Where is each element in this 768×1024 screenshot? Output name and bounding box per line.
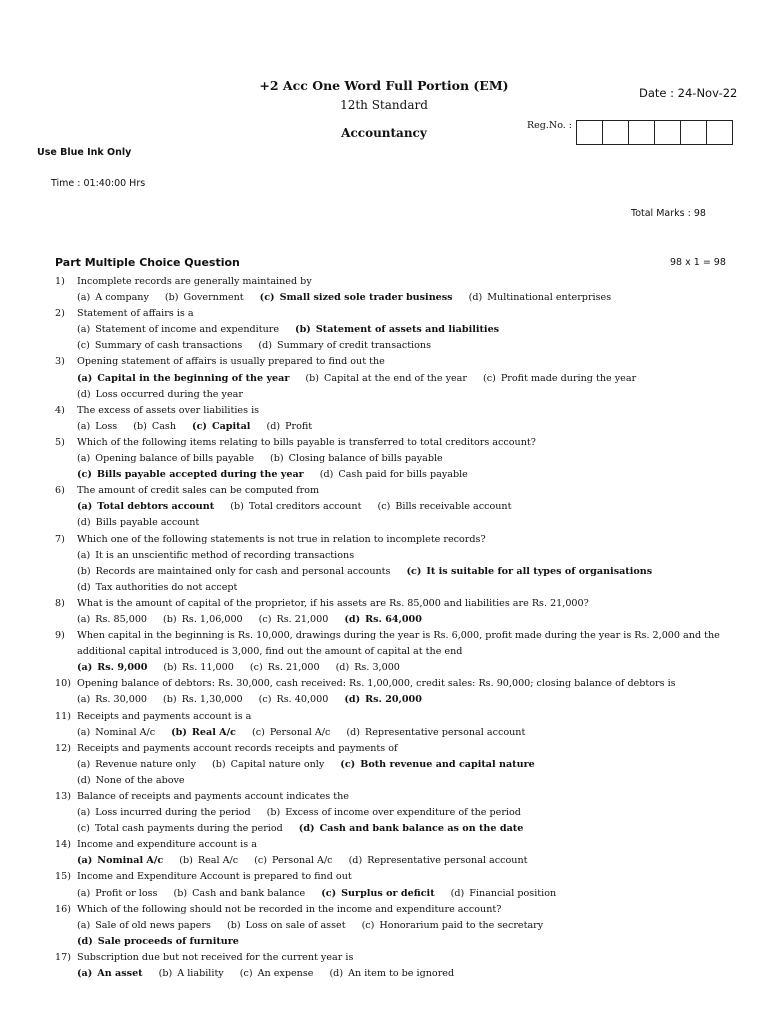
option-letter: (c) [239, 968, 253, 980]
reg-no-box [603, 121, 629, 144]
options-row [55, 371, 725, 387]
option-text: Total creditors account [248, 501, 362, 513]
option-text: Rs. 3,000 [354, 662, 400, 674]
question-number: 6) [55, 485, 65, 497]
option [77, 692, 147, 708]
question-number: 17) [55, 951, 71, 963]
option-letter: (d) [258, 340, 272, 352]
option [483, 371, 636, 387]
option-letter: (a) [77, 694, 91, 706]
option-text: Loss [95, 420, 118, 432]
option-letter: (b) [158, 968, 173, 980]
option-letter: (c) [259, 292, 275, 304]
option [252, 725, 330, 741]
question-number: 4) [55, 404, 65, 416]
options-row [55, 564, 725, 580]
section-title: Part Multiple Choice Question [55, 256, 240, 269]
option-letter: (b) [305, 372, 320, 384]
option [159, 966, 224, 982]
option-letter: (b) [77, 565, 91, 577]
option [250, 660, 320, 676]
option-letter: (d) [344, 694, 361, 706]
correct-option [344, 612, 422, 628]
question-number: 14) [55, 839, 71, 851]
option-text: Summary of cash transactions [94, 340, 243, 352]
option [259, 692, 329, 708]
section-marks: 98 x 1 = 98 [670, 257, 726, 268]
option-text: Bills payable account [95, 517, 200, 529]
question-text: The amount of credit sales can be computed from [77, 485, 320, 497]
option [77, 821, 283, 837]
question-item [55, 435, 725, 483]
reg-no-box [681, 121, 707, 144]
options-row [55, 580, 725, 596]
option-letter: (a) [77, 855, 93, 867]
option-text: Representative personal account [367, 855, 528, 867]
reg-no-box [655, 121, 681, 144]
option-letter: (c) [77, 823, 90, 835]
question-list [55, 274, 725, 982]
option-text: Rs. 30,000 [95, 694, 148, 706]
option [362, 918, 544, 934]
option-letter: (d) [77, 581, 91, 593]
question-item [55, 902, 725, 950]
option [77, 338, 242, 354]
question-number: 16) [55, 903, 71, 915]
option-text: Closing balance of bills payable [288, 453, 443, 465]
option [77, 290, 149, 306]
option-letter: (d) [319, 469, 334, 481]
question-number: 13) [55, 791, 71, 802]
option-text: Representative personal account [365, 726, 526, 738]
option-letter: (b) [163, 694, 177, 706]
standard-label: 12th Standard [340, 98, 428, 112]
option-letter: (c) [340, 758, 356, 770]
question-item [55, 950, 725, 982]
option [163, 612, 243, 628]
option-letter: (b) [270, 453, 284, 465]
option-letter: (c) [321, 887, 337, 899]
option-text: Sale of old news papers [95, 919, 211, 931]
option-letter: (d) [346, 726, 361, 738]
option-letter: (a) [77, 613, 91, 625]
question-item [55, 837, 725, 869]
option-letter: (d) [77, 517, 91, 529]
option [346, 725, 525, 741]
exam-date: Date : 24-Nov-22 [639, 86, 738, 100]
correct-option [340, 757, 534, 773]
options-row [55, 725, 725, 741]
option-letter: (a) [77, 292, 91, 304]
option-text: Bills payable accepted during the year [96, 469, 304, 481]
options-row [55, 290, 725, 306]
option-text: Excess of income over expenditure of the period [285, 807, 521, 819]
option-text: An asset [97, 968, 143, 980]
option-text: Sale proceeds of furniture [97, 935, 239, 947]
subject-label: Accountancy [341, 126, 427, 140]
option-text: Summary of credit transactions [277, 340, 432, 352]
option-letter: (d) [348, 855, 363, 867]
ink-instruction: Use Blue Ink Only [37, 147, 132, 158]
option-text: Capital at the end of the year [324, 372, 467, 384]
question-number: 11) [55, 710, 71, 722]
option [451, 886, 557, 902]
question-number: 2) [55, 308, 65, 320]
option-letter: (c) [77, 469, 92, 481]
correct-option [77, 499, 214, 515]
option [230, 499, 361, 515]
options-row [55, 387, 725, 403]
option-text: A company [95, 292, 149, 304]
option [163, 660, 233, 676]
question-item [55, 354, 725, 402]
option [77, 387, 243, 403]
option [240, 966, 314, 982]
option [259, 612, 329, 628]
options-row [55, 692, 725, 708]
correct-option [321, 886, 434, 902]
option-text: Rs. 64,000 [365, 613, 422, 625]
question-text: Receipts and payments account is a [77, 710, 252, 722]
option-text: Loss on sale of asset [245, 919, 346, 931]
question-text: Receipts and payments account records receipts and payments of [77, 742, 398, 754]
option-letter: (c) [251, 726, 265, 738]
question-text: What is the amount of capital of the proprietor, if his assets are Rs. 85,000 and liabilities are Rs. 21,000? [77, 597, 589, 609]
option [469, 290, 612, 306]
option [254, 853, 332, 869]
correct-option [77, 853, 163, 869]
option [77, 580, 237, 596]
option [133, 419, 176, 435]
option [212, 757, 324, 773]
question-item [55, 628, 725, 676]
option [77, 515, 199, 531]
option [77, 918, 211, 934]
option-text: Cash and bank balance [192, 887, 306, 899]
option-text: Nominal A/c [97, 855, 164, 867]
question-text: Opening statement of affairs is usually prepared to find out the [77, 356, 385, 368]
option-text: Profit or loss [95, 887, 158, 899]
option-letter: (b) [179, 855, 193, 867]
option [267, 805, 521, 821]
question-text: Balance of receipts and payments account indicates the [77, 791, 349, 802]
option [77, 612, 147, 628]
option-letter: (b) [226, 919, 241, 931]
question-number: 12) [55, 742, 71, 754]
option [165, 290, 244, 306]
option-letter: (c) [258, 694, 272, 706]
option-letter: (a) [77, 453, 91, 465]
option-text: None of the above [95, 774, 185, 786]
option-text: Surplus or deficit [341, 887, 435, 899]
option-text: Records are maintained only for cash and personal accounts [95, 565, 391, 577]
question-item [55, 532, 725, 596]
option-letter: (a) [77, 549, 91, 561]
option-text: Financial position [469, 887, 557, 899]
option-text: Rs. 21,000 [267, 662, 320, 674]
reg-no-box [707, 121, 732, 144]
question-item [55, 403, 725, 435]
option-letter: (c) [254, 855, 268, 867]
option-text: A liability [177, 968, 224, 980]
option-letter: (b) [173, 887, 188, 899]
option-text: Personal A/c [269, 726, 331, 738]
option-letter: (a) [77, 919, 91, 931]
option-text: Cash [151, 420, 177, 432]
question-text: When capital in the beginning is Rs. 10,000, drawings during the year is Rs. 6,000, profit made during the year is Rs. 2,000 and the additional capital introduced is 3,000, find out the amount of capital at the end [77, 630, 720, 658]
question-number: 3) [55, 356, 65, 368]
option-text: Profit made during the year [500, 372, 637, 384]
option-text: Opening balance of bills payable [95, 453, 255, 465]
option-letter: (c) [258, 613, 272, 625]
correct-option [260, 290, 453, 306]
options-row [55, 548, 725, 564]
question-text: Subscription due but not received for the current year is [77, 951, 354, 963]
options-row [55, 515, 725, 531]
option-letter: (b) [171, 726, 187, 738]
option-text: Tax authorities do not accept [95, 581, 238, 593]
question-number: 5) [55, 436, 65, 448]
correct-option [299, 821, 524, 837]
option-letter: (d) [77, 388, 91, 400]
option [266, 419, 312, 435]
option-letter: (c) [406, 565, 422, 577]
option-text: Capital [211, 420, 251, 432]
option [173, 886, 305, 902]
option-letter: (b) [212, 758, 226, 770]
correct-option [295, 322, 499, 338]
question-item [55, 789, 725, 837]
question-item [55, 869, 725, 901]
question-item [55, 483, 725, 531]
option-text: Rs. 21,000 [276, 613, 329, 625]
option-text: Government [183, 292, 244, 304]
options-row [55, 773, 725, 789]
paper-title: +2 Acc One Word Full Portion (EM) [259, 78, 509, 93]
options-row [55, 757, 725, 773]
correct-option [406, 564, 652, 580]
options-row [55, 467, 725, 483]
option-text: Bills receivable account [395, 501, 512, 513]
reg-no-label: Reg.No. : [527, 120, 572, 131]
correct-option [192, 419, 250, 435]
option-text: Loss occurred during the year [95, 388, 243, 400]
option-text: Loss incurred during the period [95, 807, 251, 819]
correct-option [77, 966, 143, 982]
option-text: Rs. 11,000 [182, 662, 234, 674]
reg-no-box [577, 121, 603, 144]
option-letter: (b) [133, 420, 147, 432]
option-letter: (d) [344, 613, 361, 625]
option-letter: (c) [249, 662, 263, 674]
option-text: Statement of assets and liabilities [315, 324, 500, 336]
option-letter: (b) [164, 292, 179, 304]
options-row [55, 853, 725, 869]
question-text: Which of the following items relating to bills payable is transferred to total creditors account? [77, 436, 536, 448]
option [329, 966, 454, 982]
option-letter: (c) [482, 372, 496, 384]
options-row [55, 934, 725, 950]
option [77, 773, 185, 789]
option-text: Personal A/c [272, 855, 333, 867]
option-text: Real A/c [197, 855, 239, 867]
option [77, 805, 251, 821]
option-text: Rs. 40,000 [276, 694, 329, 706]
question-text: Which one of the following statements is not true in relation to incomplete records? [77, 533, 486, 545]
correct-option [77, 467, 304, 483]
option-letter: (d) [468, 292, 483, 304]
option-letter: (c) [192, 420, 207, 432]
option-letter: (b) [230, 501, 244, 513]
option-letter: (d) [77, 935, 93, 947]
option-text: An item to be ignored [348, 968, 455, 980]
option-text: Total cash payments during the period [94, 823, 283, 835]
correct-option [77, 934, 239, 950]
option-text: Real A/c [191, 726, 236, 738]
option-text: Statement of income and expenditure [95, 324, 280, 336]
option-text: Rs. 1,30,000 [181, 694, 243, 706]
total-marks: Total Marks : 98 [631, 208, 706, 219]
correct-option [171, 725, 236, 741]
option [77, 564, 390, 580]
option [258, 338, 431, 354]
question-item [55, 676, 725, 708]
option-text: Cash paid for bills payable [338, 469, 468, 481]
option-text: Revenue nature only [95, 758, 196, 770]
option [305, 371, 467, 387]
question-text: Incomplete records are generally maintained by [77, 276, 312, 287]
question-text: Opening balance of debtors: Rs. 30,000, cash received: Rs. 1,00,000, credit sales: Rs. 90,000; closing balance of debtors is [77, 678, 676, 690]
options-row [55, 419, 725, 435]
option-text: Rs. 20,000 [365, 694, 422, 706]
option-text: Small sized sole trader business [279, 292, 453, 304]
option [270, 451, 443, 467]
question-item [55, 274, 725, 306]
option-text: Cash and bank balance as on the date [319, 823, 524, 835]
option-letter: (c) [77, 340, 90, 352]
question-text: Statement of affairs is a [77, 308, 194, 320]
options-row [55, 660, 725, 676]
option [349, 853, 528, 869]
option [320, 467, 468, 483]
option-letter: (a) [77, 372, 93, 384]
option-letter: (a) [77, 758, 91, 770]
option-text: An expense [257, 968, 314, 980]
option-text: Rs. 1,06,000 [181, 613, 243, 625]
option [179, 853, 238, 869]
option [77, 757, 196, 773]
question-number: 15) [55, 871, 71, 883]
question-item [55, 741, 725, 789]
question-number: 9) [55, 630, 65, 642]
options-row [55, 451, 725, 467]
option-letter: (c) [377, 501, 391, 513]
options-row [55, 886, 725, 902]
correct-option [344, 692, 422, 708]
option-letter: (a) [77, 501, 93, 513]
option [77, 725, 155, 741]
options-row [55, 805, 725, 821]
option-letter: (d) [335, 662, 350, 674]
option-letter: (d) [77, 774, 91, 786]
options-row [55, 966, 725, 982]
question-number: 8) [55, 597, 65, 609]
option [77, 548, 354, 564]
question-number: 1) [55, 276, 65, 287]
options-row [55, 821, 725, 837]
option-letter: (b) [266, 807, 281, 819]
reg-no-boxes [576, 120, 733, 145]
question-text: Income and expenditure account is a [77, 839, 257, 851]
question-text: Which of the following should not be recorded in the income and expenditure account? [77, 903, 502, 915]
option-letter: (b) [163, 662, 178, 674]
question-item [55, 596, 725, 628]
option [77, 886, 157, 902]
option-letter: (a) [77, 968, 93, 980]
option-text: Nominal A/c [95, 726, 156, 738]
option-text: Capital in the beginning of the year [97, 372, 290, 384]
option-letter: (c) [361, 919, 375, 931]
options-row [55, 612, 725, 628]
correct-option [77, 371, 289, 387]
correct-option [77, 660, 147, 676]
option-letter: (d) [329, 968, 344, 980]
exam-time: Time : 01:40:00 Hrs [51, 178, 146, 189]
option-text: Rs. 9,000 [97, 662, 148, 674]
option-letter: (d) [450, 887, 465, 899]
options-row [55, 499, 725, 515]
option-letter: (a) [77, 420, 91, 432]
option-letter: (a) [77, 887, 91, 899]
option-letter: (d) [266, 420, 281, 432]
option-letter: (d) [298, 823, 315, 835]
option-letter: (a) [77, 807, 91, 819]
option-text: Capital nature only [230, 758, 325, 770]
option-letter: (a) [77, 726, 91, 738]
option-text: It is suitable for all types of organisations [426, 565, 653, 577]
question-number: 7) [55, 533, 65, 545]
option [77, 451, 254, 467]
reg-no-box [629, 121, 655, 144]
option [163, 692, 243, 708]
option [377, 499, 511, 515]
option-text: Profit [285, 420, 313, 432]
option-text: Both revenue and capital nature [360, 758, 535, 770]
option [336, 660, 400, 676]
question-item [55, 306, 725, 354]
question-item [55, 709, 725, 741]
option-text: Total debtors account [97, 501, 215, 513]
option [227, 918, 346, 934]
option-text: It is an unscientific method of recording transactions [95, 549, 355, 561]
question-text: Income and Expenditure Account is prepared to find out [77, 871, 352, 883]
option [77, 322, 279, 338]
option [77, 419, 117, 435]
option-letter: (a) [77, 662, 93, 674]
option-text: Honorarium paid to the secretary [379, 919, 544, 931]
question-text: The excess of assets over liabilities is [77, 404, 260, 416]
options-row [55, 338, 725, 354]
option-text: Multinational enterprises [487, 292, 612, 304]
options-row [55, 918, 725, 934]
options-row [55, 322, 725, 338]
option-letter: (b) [295, 324, 311, 336]
question-number: 10) [55, 678, 71, 690]
option-letter: (b) [163, 613, 177, 625]
option-letter: (a) [77, 324, 91, 336]
option-text: Rs. 85,000 [95, 613, 148, 625]
